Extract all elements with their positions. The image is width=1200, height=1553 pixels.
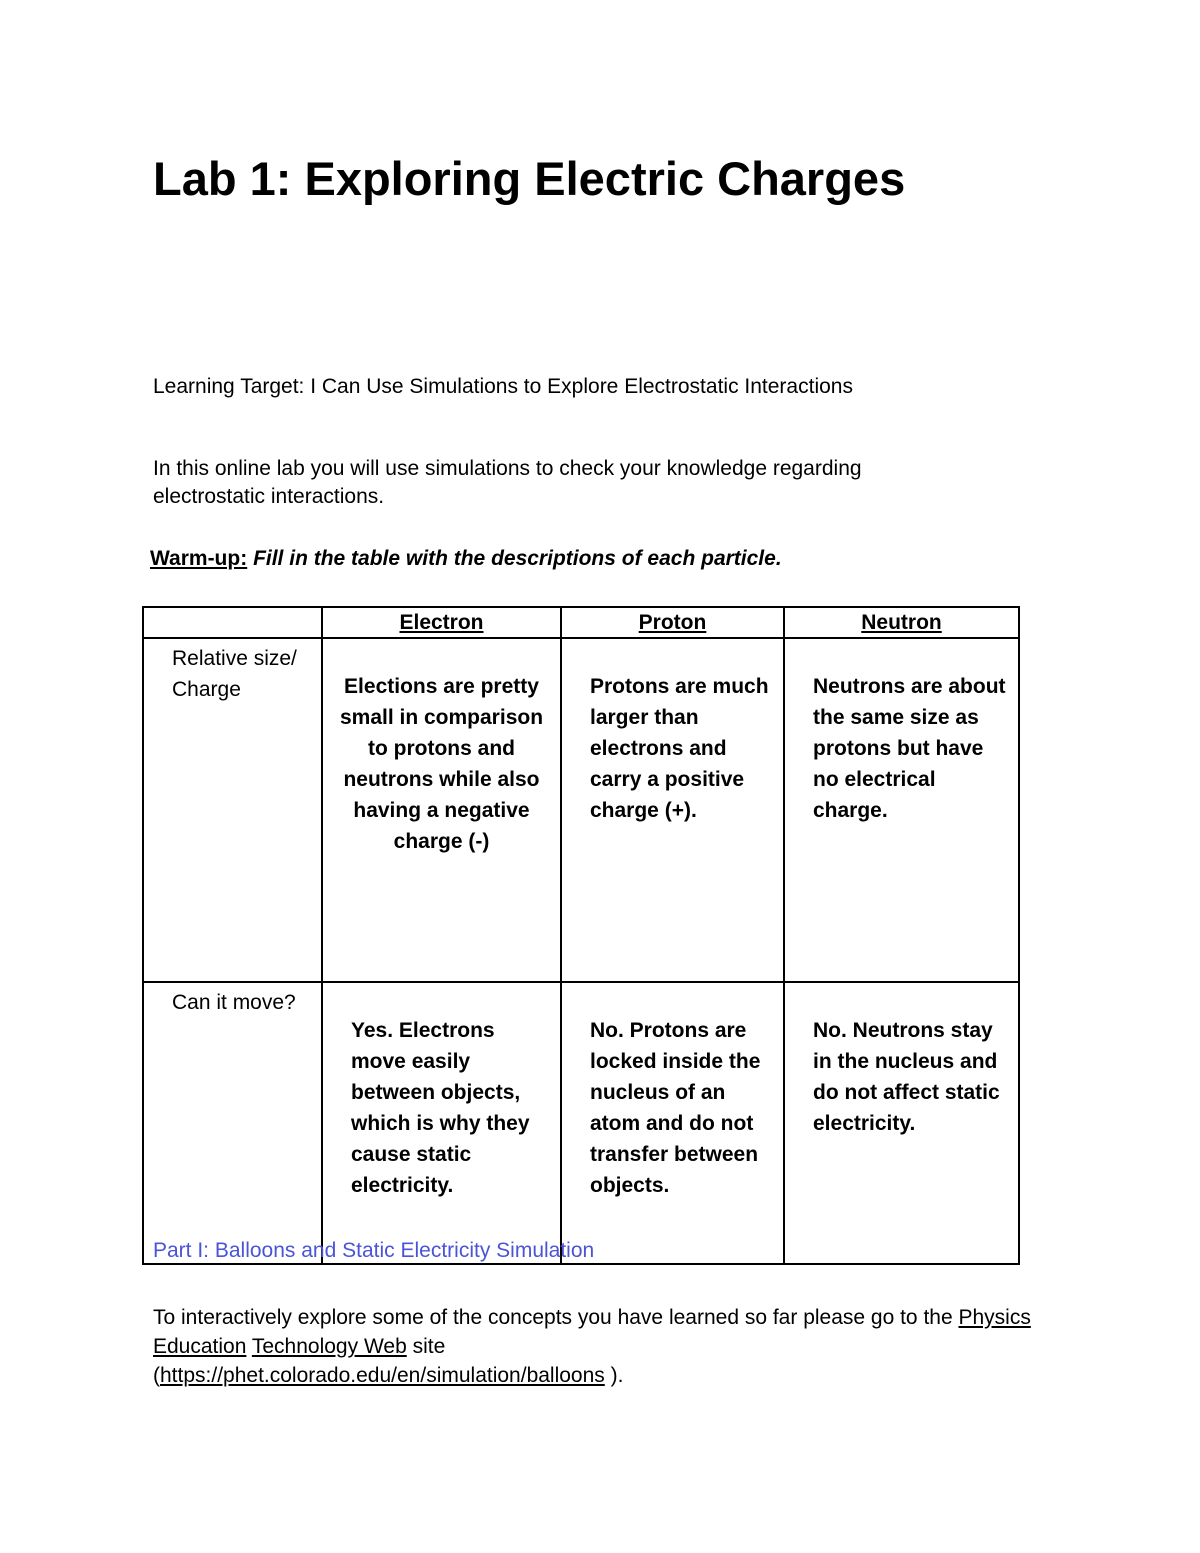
- part1-instructions: [153, 1303, 1063, 1390]
- warmup-text: Fill in the table with the descriptions of each particle.: [253, 547, 782, 570]
- cell-neutron-size: Neutrons are about the same size as protons but have no electrical charge.: [784, 638, 1019, 982]
- warmup-instruction: [150, 545, 782, 573]
- particle-table: [142, 606, 1020, 1265]
- warmup-label: Warm-up:: [150, 547, 248, 570]
- header-neutron: Neutron: [784, 607, 1019, 638]
- header-empty: [143, 607, 322, 638]
- table-header-row: [143, 607, 1019, 638]
- document-title: Lab 1: Exploring Electric Charges: [153, 152, 906, 205]
- cell-proton-move: No. Protons are locked inside the nucleus of an atom and do not transfer between objects.: [561, 982, 784, 1264]
- paren-open: (: [153, 1364, 160, 1387]
- cell-electron-size: Elections are pretty small in comparison to protons and neutrons while also having a negative charge (-): [322, 638, 561, 982]
- cell-neutron-move: No. Neutrons stay in the nucleus and do not affect static electricity.: [784, 982, 1019, 1264]
- part1-text: To interactively explore some of the concepts you have learned so far please go to the: [153, 1306, 953, 1329]
- physics-education-link[interactable]: Physics Education: [153, 1306, 1031, 1358]
- intro-paragraph: In this online lab you will use simulations to check your knowledge regarding electrostatic interactions.: [153, 457, 862, 508]
- header-electron: Electron: [322, 607, 561, 638]
- row-label-can-move: Can it move?: [143, 982, 322, 1264]
- row-label-size-charge: Relative size/ Charge: [143, 638, 322, 982]
- learning-target: Learning Target: I Can Use Simulations to Explore Electrostatic Interactions: [153, 375, 853, 398]
- technology-web-link[interactable]: Technology Web: [251, 1335, 407, 1358]
- table-row: [143, 982, 1019, 1264]
- cell-electron-move: Yes. Electrons move easily between objects, which is why they cause static electricity.: [322, 982, 561, 1264]
- site-word: site: [412, 1335, 446, 1358]
- table-row: [143, 638, 1019, 982]
- cell-proton-size: Protons are much larger than electrons and carry a positive charge (+).: [561, 638, 784, 982]
- paren-close: ).: [604, 1364, 624, 1387]
- header-proton: Proton: [561, 607, 784, 638]
- phet-url-link[interactable]: https://phet.colorado.edu/en/simulation/balloons: [160, 1364, 605, 1387]
- part1-heading: Part I: Balloons and Static Electricity Simulation: [153, 1239, 595, 1262]
